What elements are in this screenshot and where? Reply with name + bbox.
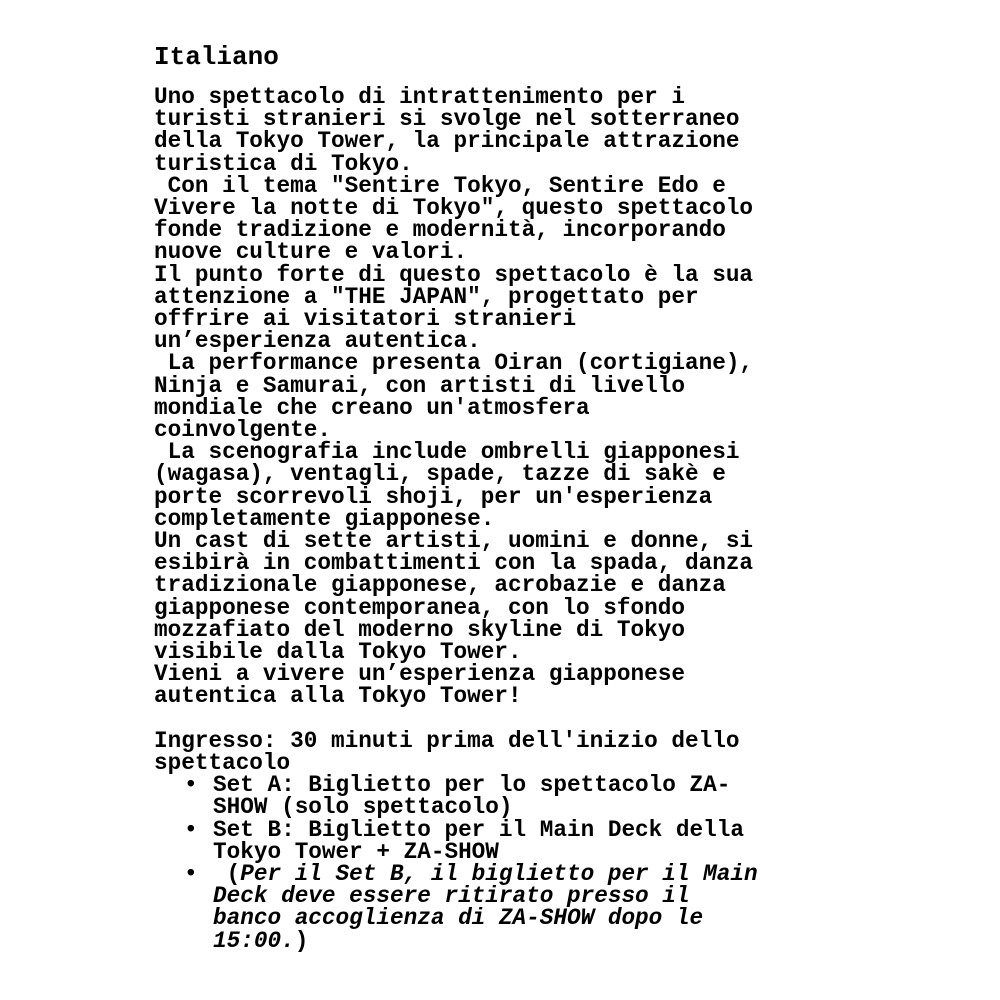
paragraph-performers: La performance presenta Oiran (cortigiane), Ninja e Samurai, con artisti di livello mondiale che creano un'atmosfera coinvolgente. bbox=[154, 350, 754, 444]
list-item-note bbox=[154, 860, 854, 954]
paragraph-invitation: Vieni a vivere un’esperienza giapponese autentica alla Tokyo Tower! bbox=[154, 661, 685, 710]
bullet-icon: • bbox=[184, 772, 198, 799]
document-body bbox=[154, 40, 854, 952]
bullet-icon: • bbox=[184, 816, 198, 843]
paragraph-intro: Uno spettacolo di intrattenimento per i turisti stranieri si svolge nel sotterraneo della Tokyo Tower, la principale attrazione turistica di Tokyo. bbox=[154, 84, 740, 177]
paragraph-scenography: La scenografia include ombrelli giapponesi (wagasa), ventagli, spade, tazze di sakè e porte scorrevoli shoji, per un'esperienza completamente giapponese. bbox=[154, 439, 740, 532]
set-b-text: Set B: Biglietto per il Main Deck della Tokyo Tower + ZA-SHOW bbox=[213, 816, 744, 865]
spacer bbox=[154, 708, 854, 730]
list-item-set-a bbox=[154, 772, 854, 821]
ticket-sets-list bbox=[154, 774, 854, 952]
document-title: Italiano bbox=[154, 42, 279, 72]
note-close-paren: ) bbox=[294, 927, 309, 954]
list-item-set-b bbox=[154, 816, 854, 865]
set-a-text: Set A: Biglietto per lo spettacolo ZA- SHOW (solo spettacolo) bbox=[213, 772, 731, 821]
set-b-note: Per il Set B, il biglietto per il Main Deck deve essere ritirato presso il banco accoglienza di ZA-SHOW dopo le 15:00. bbox=[213, 860, 758, 954]
note-open-paren: ( bbox=[213, 860, 241, 887]
paragraph-cast: Un cast di sette artisti, uomini e donne, si esibirà in combattimenti con la spada, danza tradizionale giapponese, acrobazie e danza giapponese contemporanea, con lo sfondo mozzafiato del moderno skyline di Tokyo visibile dalla Tokyo Tower. bbox=[154, 528, 754, 666]
bullet-icon: • bbox=[184, 860, 198, 887]
entry-time: Ingresso: 30 minuti prima dell'inizio dello spettacolo bbox=[154, 727, 740, 776]
paragraph-theme: Con il tema "Sentire Tokyo, Sentire Edo e Vivere la notte di Tokyo", questo spettacolo fonde tradizione e modernità, incorporando nuove culture e valori. bbox=[154, 172, 754, 266]
paragraph-the-japan: Il punto forte di questo spettacolo è la sua attenzione a "THE JAPAN", progettato per offrire ai visitatori stranieri un’esperienza autentica. bbox=[154, 261, 754, 355]
